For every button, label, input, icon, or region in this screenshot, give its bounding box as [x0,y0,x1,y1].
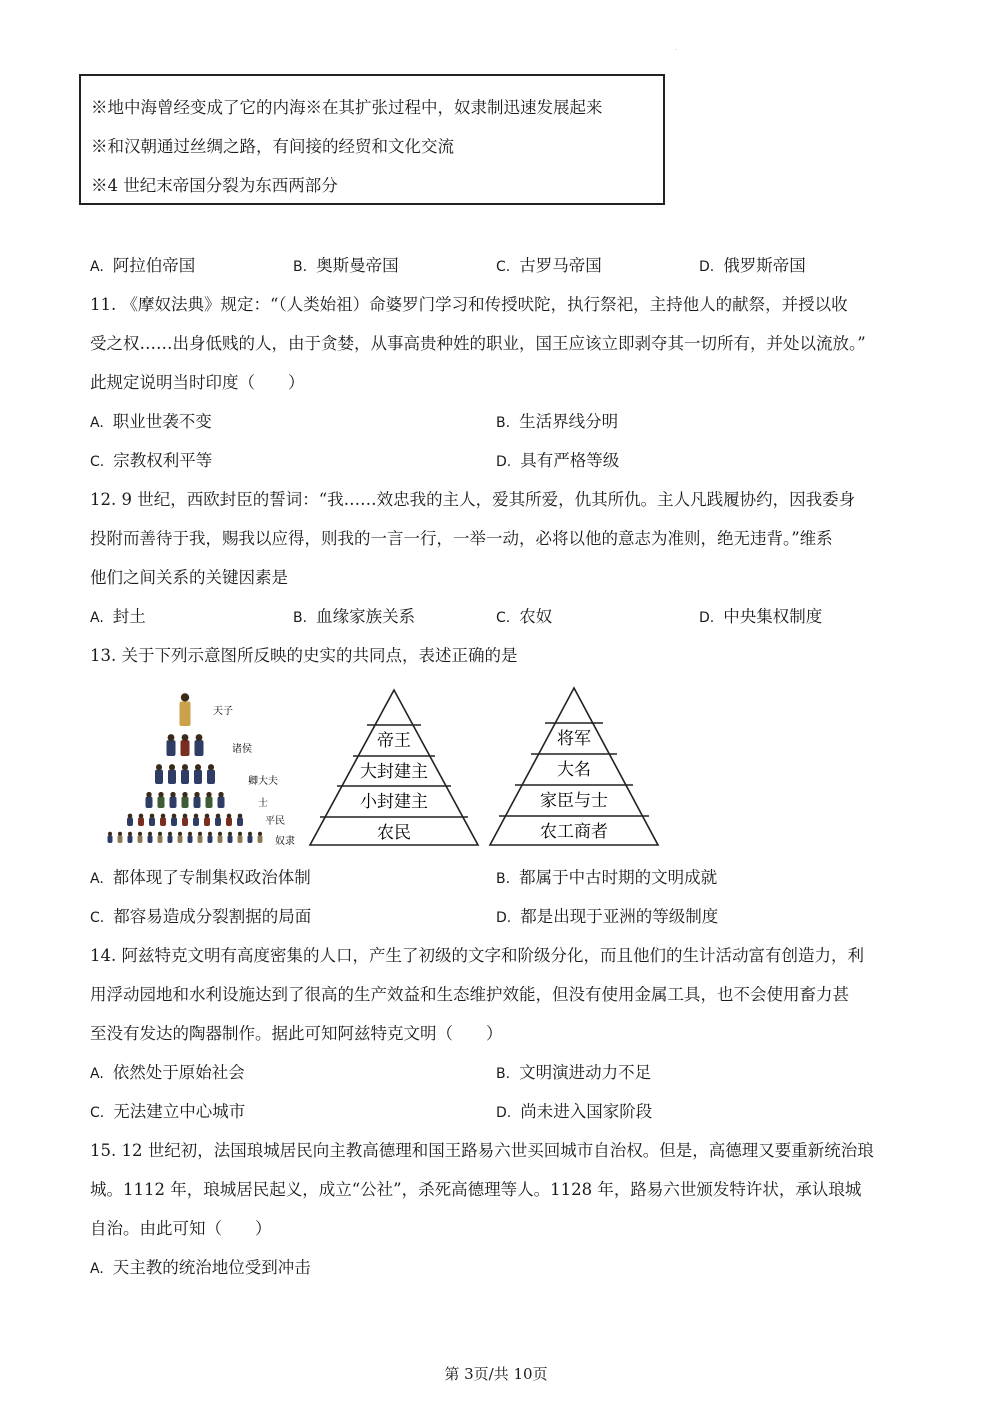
person-figure [167,740,176,756]
q11-option-c[interactable]: C. 宗教权利平等 [90,451,213,470]
person-head [156,764,162,770]
q15-stem: 自治。由此可知（ ） [90,1219,272,1238]
person-head [208,832,212,836]
person-figure [180,702,191,726]
q11-stem: 此规定说明当时印度（ ） [90,373,305,392]
q11-option-a[interactable]: A. 职业世袭不变 [90,412,212,431]
person-figure [193,817,199,826]
q11-stem: 受之权……出身低贱的人，由于贪婪，从事高贵种姓的职业，国王应该立即剥夺其一切所有，并处以流放。” [90,334,866,353]
person-figure [194,796,201,808]
q12-option-d[interactable]: D. 中央集权制度 [699,607,823,626]
person-head [198,832,202,836]
pyramid-tier: 帝王 [377,731,411,751]
person-head [205,814,210,819]
q13-stem: 13. 关于下列示意图所反映的史实的共同点，表述正确的是 [90,646,518,665]
q10-option-b[interactable]: B. 奥斯曼帝国 [293,256,399,275]
person-figure [127,817,133,826]
person-head [182,734,189,741]
q12-option-c[interactable]: C. 农奴 [496,607,553,626]
person-head [168,832,172,836]
person-head [208,764,214,770]
q10-option-a[interactable]: A. 阿拉伯帝国 [90,256,196,275]
rank-label: 士 [258,798,268,809]
person-head [227,814,232,819]
person-figure [108,835,113,843]
clue-line: ※地中海曾经变成了它的内海※在其扩张过程中，奴隶制迅速发展起来 [91,98,603,117]
q12-option-a[interactable]: A. 封土 [90,607,146,626]
person-figure [248,835,253,843]
rank-label: 奴隶 [275,836,295,847]
person-head [194,814,199,819]
person-head [206,792,211,797]
q14-stem: 用浮动园地和水利设施达到了很高的生产效益和生态维护效能，但没有使用金属工具，也不会使用畜力甚 [90,985,849,1004]
person-figure [168,770,176,784]
pyramid-tier: 小封建主 [360,792,428,812]
person-head [196,734,203,741]
q14-option-c[interactable]: C. 无法建立中心城市 [90,1102,246,1121]
person-head [128,832,132,836]
person-figure [237,817,243,826]
person-figure [160,817,166,826]
person-figure [207,770,215,784]
q15-stem: 15. 12 世纪初，法国琅城居民向主教高德理和国王路易六世买回城市自治权。但是，高德理又要重新统治琅 [90,1141,874,1160]
person-figure [238,835,243,843]
rank-label: 诸侯 [232,744,252,755]
person-figure [194,770,202,784]
q13-option-c[interactable]: C. 都容易造成分裂割据的局面 [90,907,312,926]
q12-stem: 他们之间关系的关键因素是 [90,568,288,587]
people-pyramid [108,693,263,843]
zhou-hierarchy-figure [108,693,296,847]
q14-option-b[interactable]: B. 文明演进动力不足 [496,1063,652,1082]
rank-label: 天子 [213,706,233,717]
person-head [188,832,192,836]
hierarchy-figures [105,684,665,854]
q12-stem: 12. 9 世纪，西欧封臣的誓词：“我……效忠我的主人，爱其所爱，仇其所仇。主人凡践履协约，因我委身 [90,490,856,509]
person-figure [178,835,183,843]
q11-option-b[interactable]: B. 生活界线分明 [496,412,619,431]
person-figure [138,835,143,843]
person-figure [118,835,123,843]
q11-option-d[interactable]: D. 具有严格等级 [496,451,620,470]
person-head [182,792,187,797]
person-head [108,832,112,836]
q14-option-a[interactable]: A. 依然处于原始社会 [90,1063,245,1082]
person-figure [158,796,165,808]
person-head [161,814,166,819]
person-head [172,814,177,819]
person-head [146,792,151,797]
q10-option-d[interactable]: D. 俄罗斯帝国 [699,256,806,275]
q14-option-d[interactable]: D. 尚未进入国家阶段 [496,1102,653,1121]
person-head [258,832,262,836]
person-head [169,764,175,770]
person-head [178,832,182,836]
person-figure [149,817,155,826]
page-number: 第 3页/共 10页 [444,1365,548,1383]
person-head [238,814,243,819]
person-head [170,792,175,797]
person-head [138,832,142,836]
person-head [248,832,252,836]
hierarchy-figures-svg [105,684,665,854]
person-head [158,792,163,797]
person-figure [168,835,173,843]
q12-stem: 投附而善待于我，赐我以应得，则我的一言一行，一举一动，必将以他的意志为准则，绝无违背。”维系 [90,529,833,548]
person-figure [188,835,193,843]
person-figure [218,796,225,808]
q11-stem: 11. 《摩奴法典》规定：“（人类始祖）命婆罗门学习和传授吠陀，执行祭祀，主持他人的献祭，并授以收 [90,295,848,314]
person-figure [181,740,190,756]
person-figure [128,835,133,843]
q14-stem: 14. 阿兹特克文明有高度密集的人口，产生了初级的文字和阶级分化，而且他们的生计活动富有创造力，利 [90,946,864,965]
rank-label: 卿大夫 [248,776,278,787]
q14-stem: 至没有发达的陶器制作。据此可知阿兹特克文明（ ） [90,1024,503,1043]
person-figure [208,835,213,843]
q12-option-b[interactable]: B. 血缘家族关系 [293,607,416,626]
pyramid-tier: 农民 [377,823,411,843]
person-figure [182,817,188,826]
q10-option-c[interactable]: C. 古罗马帝国 [496,256,602,275]
pyramid-tier: 将军 [557,729,591,749]
scan-mark: . [675,45,677,52]
person-head [216,814,221,819]
person-head [168,734,175,741]
person-head [238,832,242,836]
person-figure [170,796,177,808]
person-head [139,814,144,819]
clue-line: ※4 世纪末帝国分裂为东西两部分 [91,176,338,195]
pyramid-tier: 大封建主 [360,762,428,782]
person-figure [195,740,204,756]
q13-option-a[interactable]: A. 都体现了专制集权政治体制 [90,868,311,887]
person-figure [155,770,163,784]
person-head [195,764,201,770]
q15-stem: 城。1112 年，琅城居民起义，成立“公社”，杀死高德理等人。1128 年，路易六世颁发特许状，承认琅城 [90,1180,862,1199]
person-figure [146,796,153,808]
person-figure [206,796,213,808]
person-head [228,832,232,836]
person-figure [228,835,233,843]
person-figure [138,817,144,826]
person-head [218,792,223,797]
person-figure [218,835,223,843]
person-head [218,832,222,836]
person-figure [198,835,203,843]
person-figure [181,770,189,784]
pyramid-tier: 大名 [557,760,591,780]
rank-label: 平民 [265,816,285,827]
person-head [118,832,122,836]
person-head [148,832,152,836]
q13-option-d[interactable]: D. 都是出现于亚洲的等级制度 [496,907,719,926]
person-figure [171,817,177,826]
person-figure [158,835,163,843]
person-head [150,814,155,819]
q13-option-b[interactable]: B. 都属于中古时期的文明成就 [496,868,718,887]
person-figure [204,817,210,826]
person-figure [258,835,263,843]
person-head [181,693,189,701]
pyramid-tier: 家臣与士 [540,791,608,811]
person-head [194,792,199,797]
q15-option-a[interactable]: A. 天主教的统治地位受到冲击 [90,1258,311,1277]
person-head [128,814,133,819]
person-figure [215,817,221,826]
clue-box [79,74,665,205]
person-figure [182,796,189,808]
person-figure [148,835,153,843]
person-figure [226,817,232,826]
clue-line: ※和汉朝通过丝绸之路，有间接的经贸和文化交流 [91,137,454,156]
person-head [158,832,162,836]
person-head [182,764,188,770]
feudal-pyramid-europe [310,690,478,845]
pyramid-tier: 农工商者 [540,822,608,842]
feudal-pyramid-japan [490,688,658,845]
person-head [183,814,188,819]
